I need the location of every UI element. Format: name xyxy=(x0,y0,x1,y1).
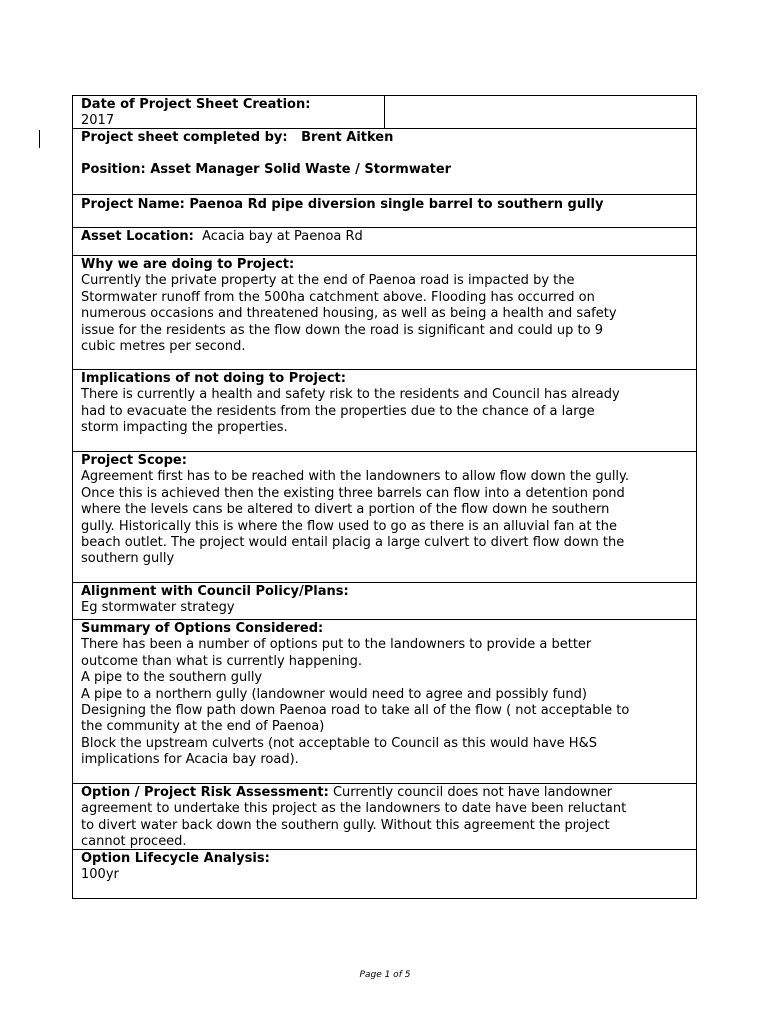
risk-first-line-rest: Currently council does not have landowner xyxy=(328,785,613,800)
why-line: issue for the residents as the flow down the road is significant and could up to 9 xyxy=(81,322,603,338)
options-line: There has been a number of options put to the landowners to provide a better xyxy=(81,637,592,653)
date-row xyxy=(73,96,696,129)
scope-line: Agreement first has to be reached with the landowners to allow flow down the gully. xyxy=(81,469,630,485)
risk-line: cannot proceed. xyxy=(81,834,187,850)
project-name-row xyxy=(73,195,696,228)
completed-by xyxy=(81,130,688,146)
risk-heading: Option / Project Risk Assessment: xyxy=(81,785,329,800)
options-line: A pipe to a northern gully (landowner would need to agree and possibly fund) xyxy=(81,686,587,702)
completed-by-label: Project sheet completed by: xyxy=(81,130,288,145)
why-heading: Why we are doing to Project: xyxy=(81,257,295,272)
asset-location xyxy=(81,229,688,245)
scope-line: beach outlet. The project would entail placig a large culvert to divert flow down the xyxy=(81,535,625,551)
scope-line: where the levels cans be altered to divert a portion of the flow down he southern xyxy=(81,502,610,518)
options-row xyxy=(73,620,696,784)
asset-location-row xyxy=(73,228,696,256)
options-line: implications for Acacia bay road). xyxy=(81,752,299,768)
why-line: Currently the private property at the end of Paenoa road is impacted by the xyxy=(81,273,575,289)
lifecycle-row xyxy=(73,850,696,898)
position-label: Position: Asset Manager Solid Waste / Stormwater xyxy=(81,162,452,178)
scope-line: Once this is achieved then the existing three barrels can flow into a detention pond xyxy=(81,485,625,501)
options-line: Block the upstream culverts (not acceptable to Council as this would have H&S xyxy=(81,735,597,751)
lifecycle-heading: Option Lifecycle Analysis: xyxy=(81,851,270,866)
date-cell xyxy=(73,96,385,128)
options-line: the community at the end of Paenoa) xyxy=(81,719,325,735)
why-line: numerous occasions and threatened housing, as well as being a health and safety xyxy=(81,306,617,322)
risk-first-line xyxy=(81,785,688,801)
completed-by-value: Brent Aitken xyxy=(301,130,394,145)
asset-location-label: Asset Location: xyxy=(81,229,194,244)
asset-location-value: Acacia bay at Paenoa Rd xyxy=(202,229,363,244)
options-line: outcome than what is currently happening. xyxy=(81,653,362,669)
project-name: Project Name: Paenoa Rd pipe diversion single barrel to southern gully xyxy=(81,197,604,212)
risk-row xyxy=(73,784,696,850)
date-empty-cell xyxy=(385,96,696,128)
completed-by-row xyxy=(73,129,696,195)
implications-line: There is currently a health and safety risk to the residents and Council has already xyxy=(81,387,620,403)
page-footer: Page 1 of 5 xyxy=(359,970,411,980)
risk-line: to divert water back down the southern gully. Without this agreement the project xyxy=(81,817,610,833)
date-label: Date of Project Sheet Creation: xyxy=(81,97,311,112)
project-sheet-table xyxy=(72,95,697,899)
why-line: cubic metres per second. xyxy=(81,339,246,355)
alignment-heading: Alignment with Council Policy/Plans: xyxy=(81,584,349,599)
implications-line: had to evacuate the residents from the properties due to the chance of a large xyxy=(81,403,595,419)
implications-line: storm impacting the properties. xyxy=(81,420,288,436)
alignment-row xyxy=(73,583,696,620)
risk-line: agreement to undertake this project as the landowners to date have been reluctant xyxy=(81,801,627,817)
lifecycle-line: 100yr xyxy=(81,867,119,883)
options-line: A pipe to the southern gully xyxy=(81,670,263,686)
text-cursor xyxy=(39,130,40,148)
implications-row xyxy=(73,370,696,452)
options-heading: Summary of Options Considered: xyxy=(81,621,324,636)
alignment-line: Eg stormwater strategy xyxy=(81,600,235,616)
date-value: 2017 xyxy=(81,113,115,129)
options-line: Designing the flow path down Paenoa road to take all of the flow ( not acceptable to xyxy=(81,703,630,719)
scope-heading: Project Scope: xyxy=(81,453,187,468)
scope-line: southern gully xyxy=(81,551,175,567)
why-row xyxy=(73,256,696,370)
why-line: Stormwater runoff from the 500ha catchment above. Flooding has occurred on xyxy=(81,289,595,305)
scope-line: gully. Historically this is where the flow used to go as there is an alluvial fan at the xyxy=(81,518,618,534)
implications-heading: Implications of not doing to Project: xyxy=(81,371,346,386)
scope-row xyxy=(73,452,696,583)
